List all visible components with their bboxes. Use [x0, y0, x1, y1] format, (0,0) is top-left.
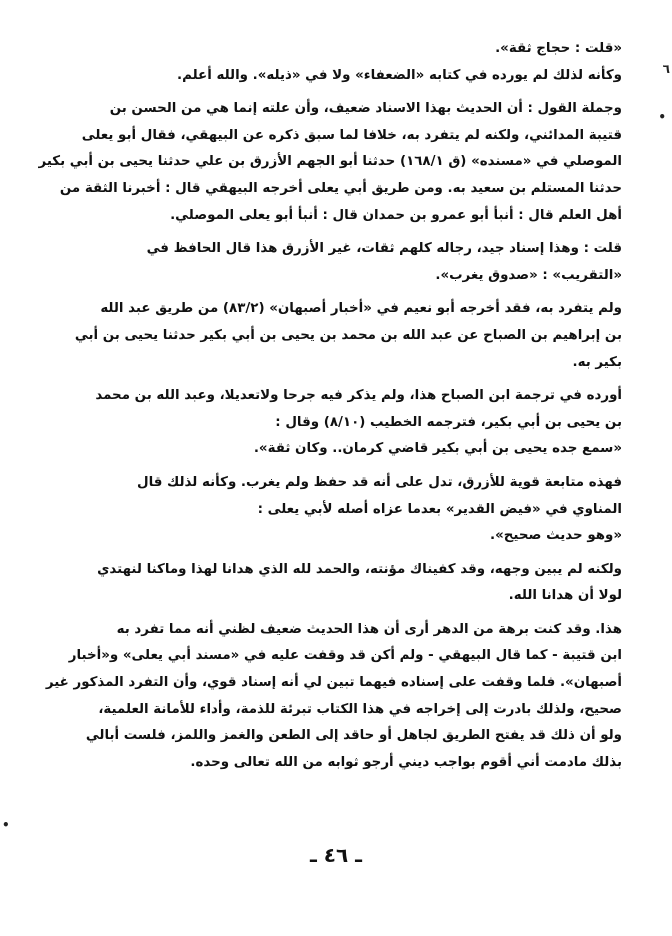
text-line: أهل العلم قال : أنبأ أبو عمرو بن حمدان قال : أنبأ أبو يعلى الموصلي. — [170, 207, 622, 223]
text-line: حدثنا المستلم بن سعيد به. ومن طريق أبي يعلى أخرجه البيهقي قال : أخبرنا الثقة من — [59, 180, 622, 196]
paragraph-ibn-al-sabbah — [38, 383, 644, 463]
text-line: صحيح، ولذلك بادرت إلى إخراجه في هذا الكتاب تبرئة للذمة، وأداء للأمانة العلمية، — [98, 701, 622, 717]
text-line: المناوي في «فيض القدير» بعدما عزاه أصله لأبي يعلى : — [257, 501, 622, 517]
text-line: وكأنه لذلك لم يورده في كتابه «الضعفاء» ولا في «ذيله». والله أعلم. — [177, 67, 622, 83]
text-line: «وهو حديث صحيح». — [489, 528, 622, 544]
paragraph-praise — [38, 557, 644, 610]
text-line: فهذه متابعة قوية للأزرق، تدل على أنه قد حفظ ولم يغرب. وكأنه لذلك قال — [136, 474, 622, 490]
text-line: «قلت : حجاج ثقة». — [495, 41, 622, 56]
text-line: ولم يتفرد به، فقد أخرجه أبو نعيم في «أخبار أصبهان» (٨٣/٢) من طريق عبد الله — [100, 301, 622, 317]
text-line: وجملة القول : أن الحديث بهذا الاسناد ضعيف، وأن علته إنما هي من الحسن بن — [109, 101, 622, 117]
text-line: بكير به. — [572, 354, 622, 370]
text-line: ولكنه لم يبين وجهه، وقد كفيناك مؤنته، والحمد لله الذي هدانا لهذا وماكنا لنهتدي — [97, 561, 622, 577]
text-line: قلت : وهذا إسناد جيد، رجاله كلهم ثقات، غير الأزرق هذا قال الحافظ في — [146, 241, 622, 257]
paragraph-quote-hajjaj — [38, 36, 644, 89]
page-body — [38, 36, 644, 783]
text-line: ولو أن ذلك قد يفتح الطريق لجاهل أو حاقد إلى الطعن والغمز واللمز، فلست أبالي — [85, 728, 622, 744]
text-line: بذلك مادمت أني أقوم بواجب ديني أرجو ثوابه من الله تعالى وحده. — [190, 754, 622, 770]
paragraph-corroboration — [38, 470, 644, 550]
margin-mark-middle: • — [658, 110, 666, 124]
text-line: الموصلي في «مسنده» (ق ١٦٨/١) حدثنا أبو الجهم الأزرق بن علي حدثنا يحيى بن أبي بكير — [38, 154, 622, 170]
text-line: «سمع جده يحيى بن أبي بكير قاضي كرمان.. وكان ثقة». — [253, 441, 622, 457]
paragraph-isnad-assessment — [38, 236, 644, 289]
text-line: أورده في ترجمة ابن الصباح هذا، ولم يذكر فيه جرحا ولاتعديلا، وعبد الله بن محمد — [95, 388, 622, 404]
text-line: ابن قتيبة - كما قال البيهقي - ولم أكن قد وقفت عليه في «مسند أبي يعلى» و«أخبار — [68, 648, 622, 664]
text-line: قتيبة المدائني، ولكنه لم يتفرد به، خلافا لما سبق ذكره عن البيهقي، فقال أبو يعلى — [81, 127, 622, 143]
text-line: هذا. وقد كنت برهة من الدهر أرى أن هذا الحديث ضعيف لظني أنه مما تفرد به — [116, 621, 622, 637]
margin-mark-top: ٦ — [662, 62, 670, 76]
text-line: بن إبراهيم بن الصباح عن عبد الله بن محمد بن يحيى بن أبي بكير حدثنا يحيى بن أبي — [74, 327, 622, 343]
margin-mark-bottom: • — [2, 818, 10, 832]
paragraph-author-note — [38, 617, 644, 777]
paragraph-summary — [38, 96, 644, 229]
text-line: بن يحيى بن أبي بكير، فترجمه الخطيب (٨/١٠) وقال : — [275, 414, 622, 430]
page-number: ـ ٤٦ ـ — [309, 843, 363, 867]
text-line: أصبهان». فلما وقفت على إسناده فيهما تبين لي أنه إسناد قوي، وأن التفرد المذكور غير — [45, 675, 622, 691]
text-line: «التقريب» : «صدوق يغرب». — [435, 267, 622, 283]
text-line: لولا أن هدانا الله. — [508, 588, 622, 604]
paragraph-abu-nuaym — [38, 296, 644, 376]
